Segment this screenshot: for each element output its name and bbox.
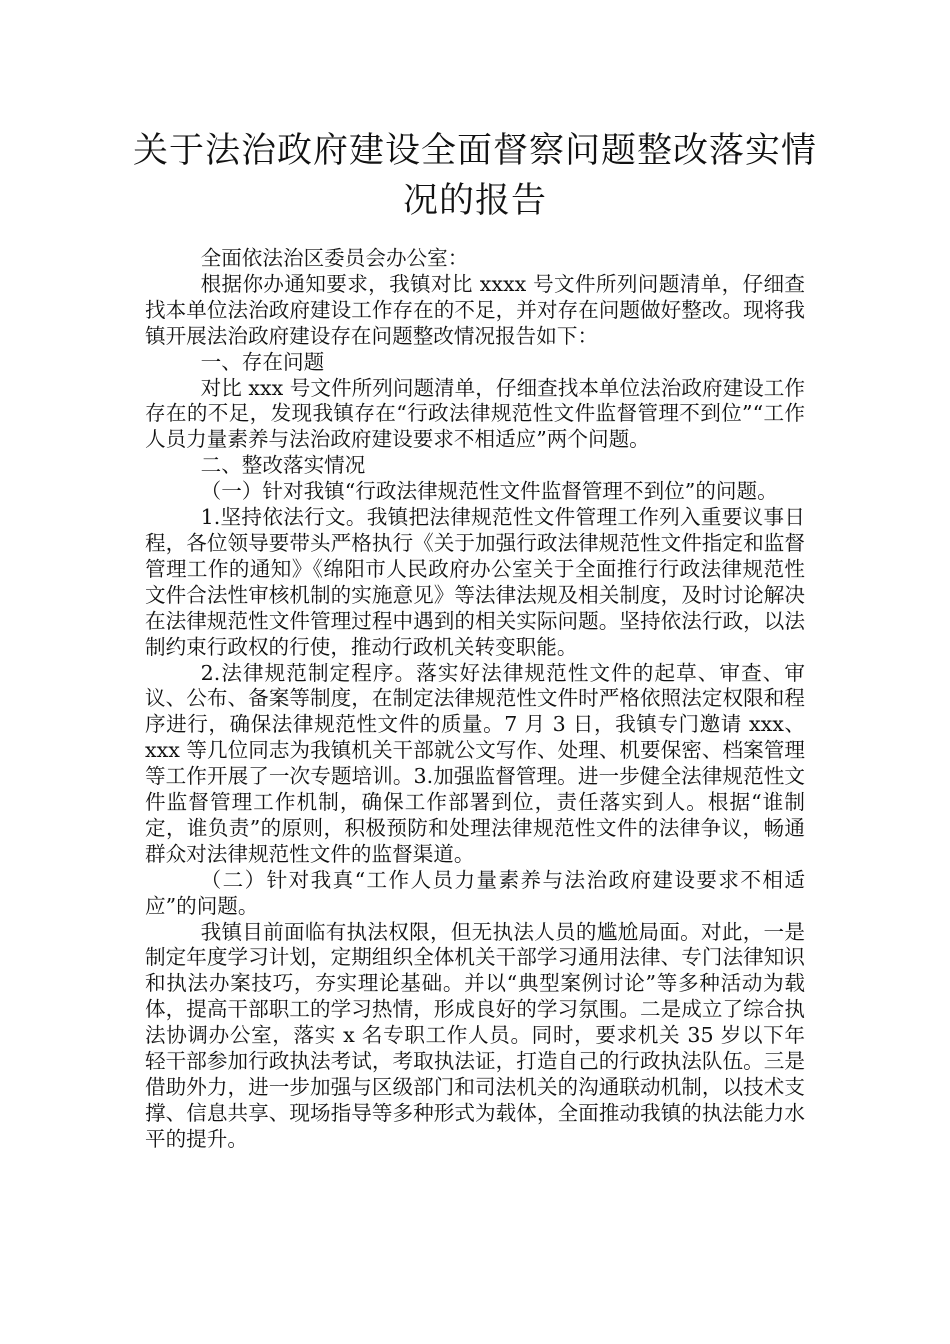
paragraph-problems: 对比 xxx 号文件所列问题清单，仔细查找本单位法治政府建设工作存在的不足，发现我镇存在“行政法律规范性文件监督管理不到位”“工作人员力量素养与法治政府建设要求不相适应”两个问题。	[145, 375, 805, 452]
subheading-one: （一）针对我镇“行政法律规范性文件监督管理不到位”的问题。	[200, 479, 778, 504]
section-heading-rectification: 二、整改落实情况	[200, 453, 366, 478]
salutation: 全面依法治区委员会办公室：	[200, 246, 469, 270]
section-heading-problems: 一、存在问题	[200, 349, 325, 374]
subheading-two: （二）针对我真“工作人员力量素养与法治政府建设要求不相适应”的问题。	[145, 867, 805, 918]
document-title: 关于法治政府建设全面督察问题整改落实情况的报告	[132, 131, 817, 221]
paragraph-intro: 根据你办通知要求，我镇对比 xxxx 号文件所列问题清单，仔细查找本单位法治政府建设工作存在的不足，并对存在问题做好整改。现将我镇开展法治政府建设存在问题整改情况报告如下：	[145, 271, 805, 348]
document-body	[145, 246, 805, 1153]
paragraph-item-1: 1.坚持依法行文。我镇把法律规范性文件管理工作列入重要议事日程，各位领导要带头严格执行《关于加强行政法律规范性文件指定和监督管理工作的通知》《绵阳市人民政府办公室关于全面推行行政法律规范性文件合法性审核机制的实施意见》等法律法规及相关制度，及时讨论解决在法律规范性文件管理过程中遇到的相关实际问题。坚持依法行政，以法制约束行政权的行使，推动行政机关转变职能。	[145, 505, 805, 659]
paragraph-measures: 我镇目前面临有执法权限，但无执法人员的尴尬局面。对此，一是制定年度学习计划，定期组织全体机关干部学习通用法律、专门法律知识和执法办案技巧，夯实理论基础。并以“典型案例讨论”等多种活动为载体，提高干部职工的学习热情，形成良好的学习氛围。二是成立了综合执法协调办公室，落实 x 名专职工作人员。同时，要求机关 35 岁以下年轻干部参加行政执法考试，考取执法证，打造自己的行政执法队伍。三是借助外力，进一步加强与区级部门和司法机关的沟通联动机制，以技术支撑、信息共享、现场指导等多种形式为载体，全面推动我镇的执法能力水平的提升。	[145, 919, 805, 1151]
paragraph-item-2: 2.法律规范制定程序。落实好法律规范性文件的起草、审查、审议、公布、备案等制度，在制定法律规范性文件时严格依照法定权限和程序进行，确保法律规范性文件的质量。7 月 3 日，我镇专门邀请 xxx、xxx 等几位同志为我镇机关干部就公文写作、处理、机要保密、档案管理等工作开展了一次专题培训。3.加强监督管理。进一步健全法律规范性文件监督管理工作机制，确保工作部署到位，责任落实到人。根据“谁制定，谁负责”的原则，积极预防和处理法律规范性文件的法律争议，畅通群众对法律规范性文件的监督渠道。	[145, 660, 805, 866]
